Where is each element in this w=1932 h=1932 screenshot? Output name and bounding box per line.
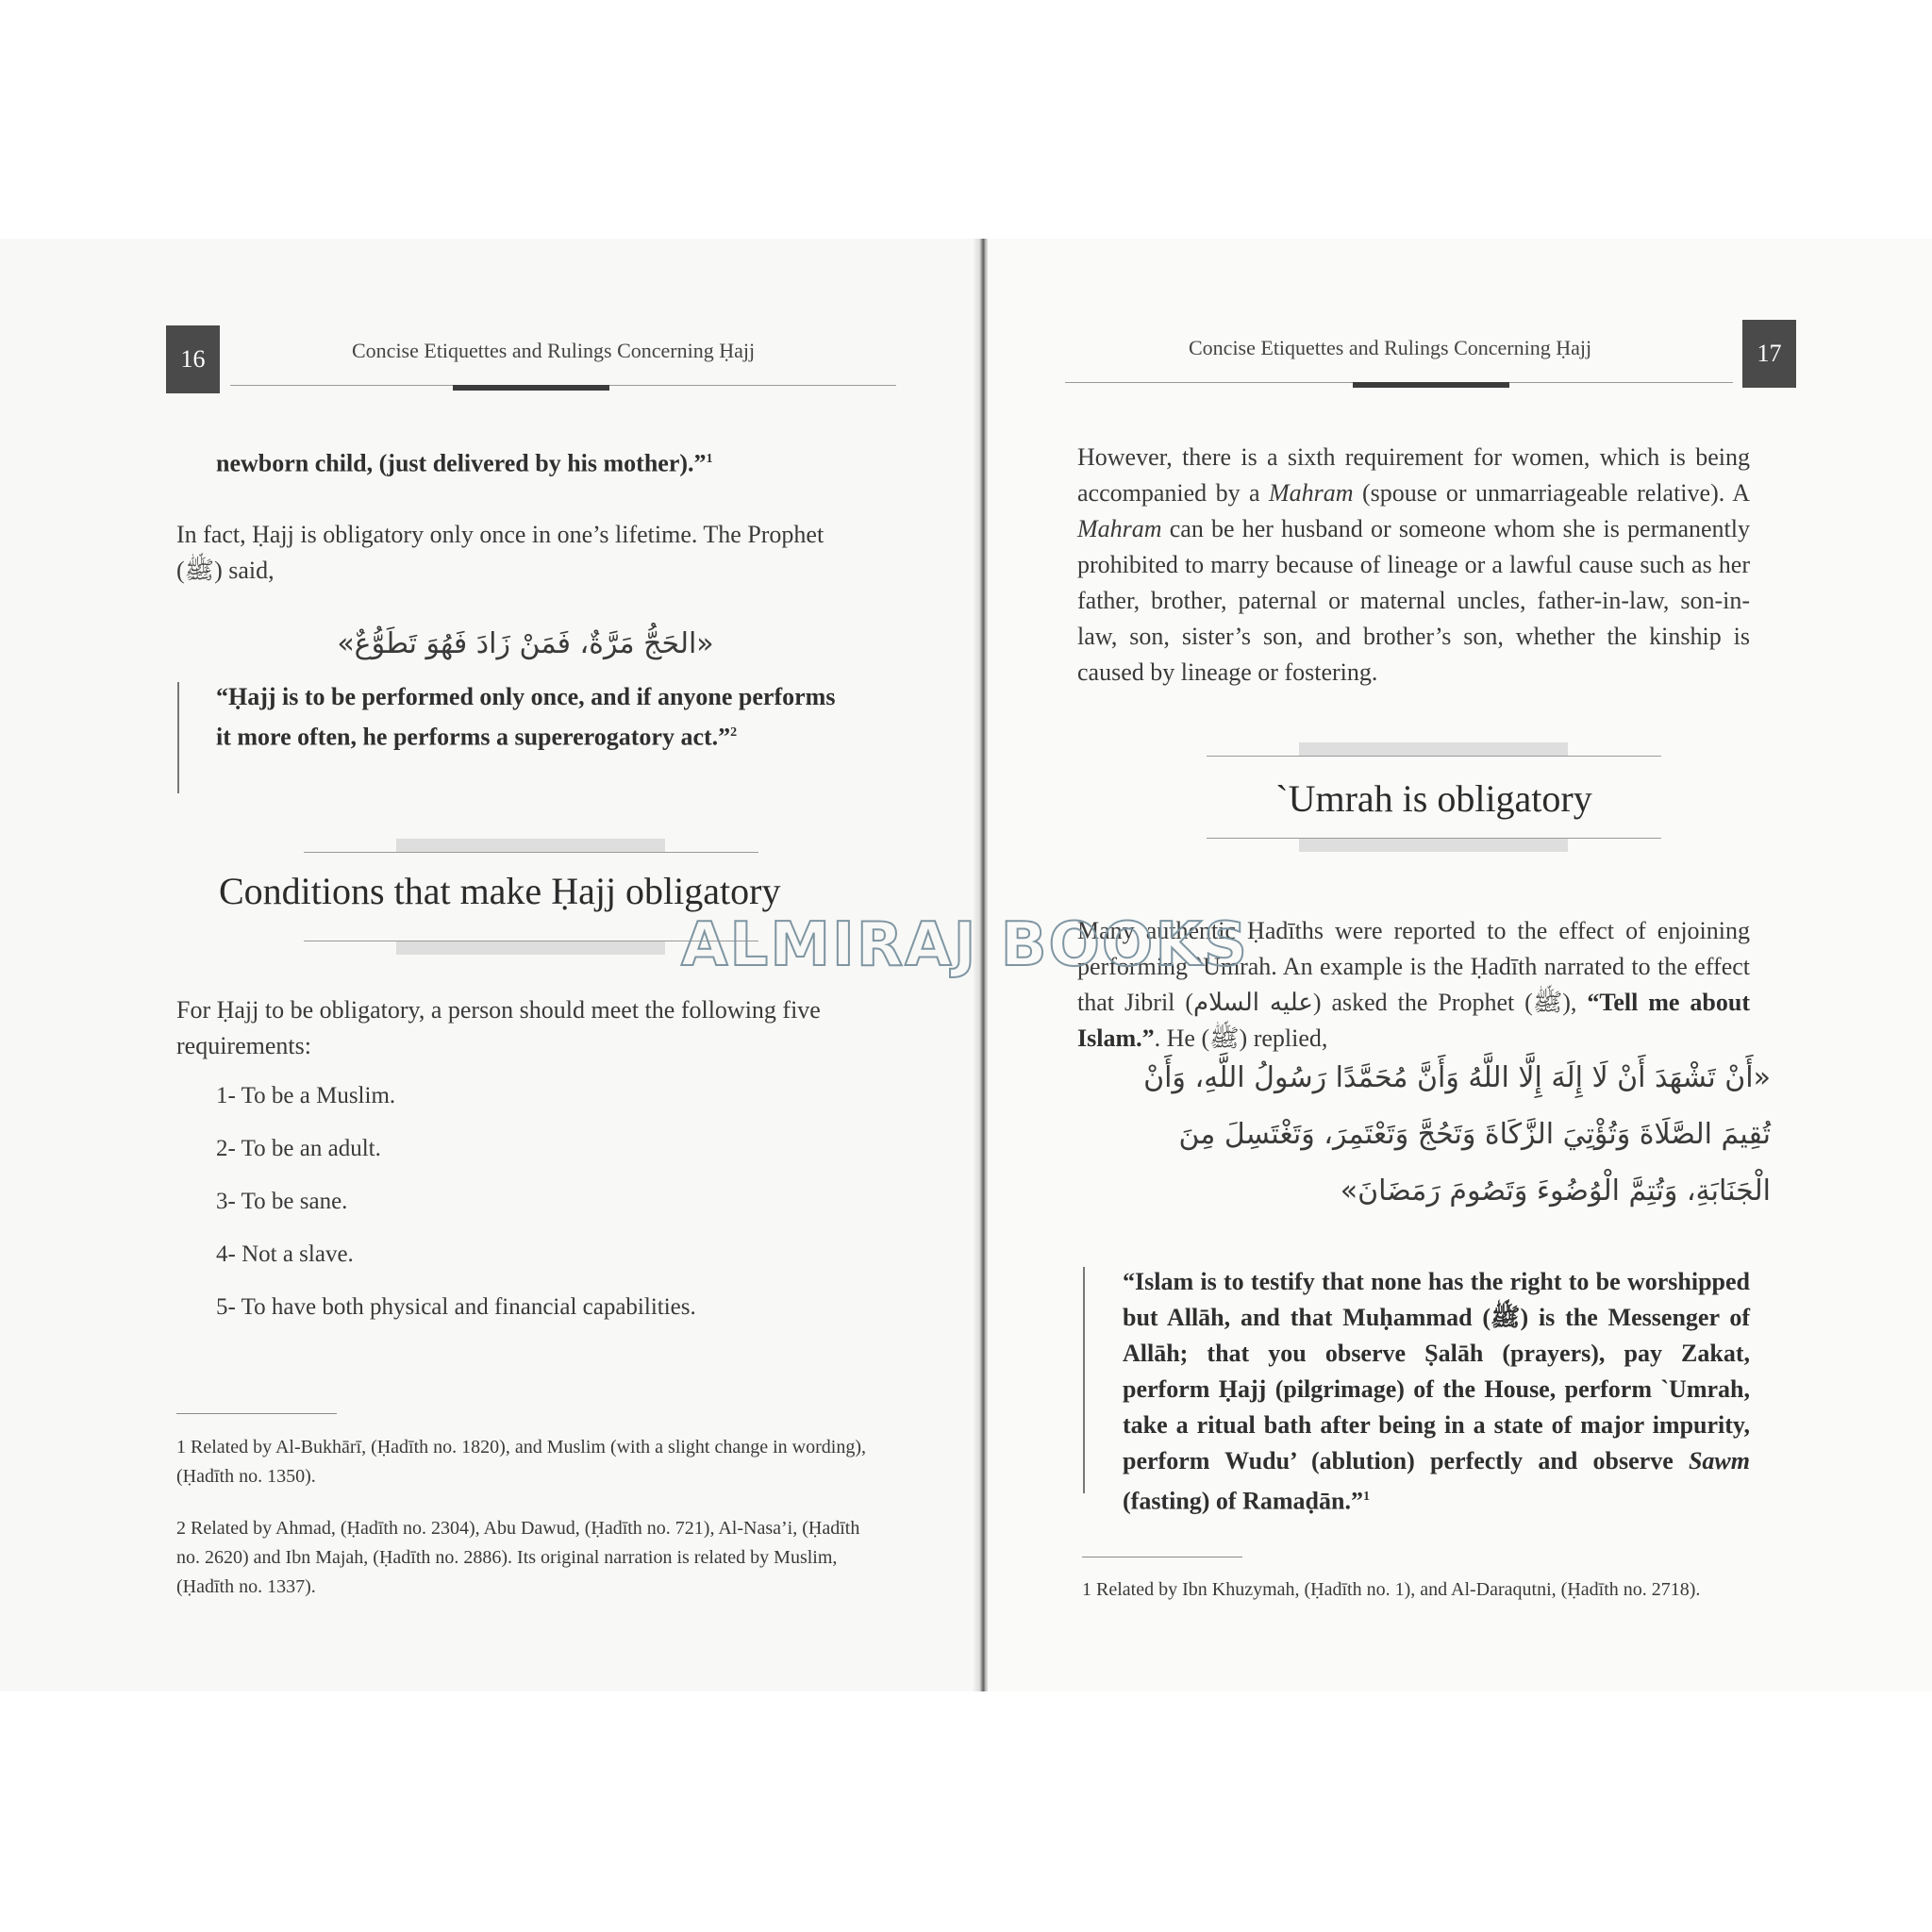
- page-number-left: 16: [166, 325, 220, 393]
- quote-hajj-once: “Ḥajj is to be performed only once, and if anyone performs it more often, he performs a supererogatory act.”$^2$: [216, 683, 836, 751]
- quote-bar-right: [1083, 1267, 1085, 1493]
- heading-conditions: Conditions that make Ḥajj obligatory: [219, 870, 781, 912]
- paragraph-umrah: Many authentic Ḥadīths were reported to the effect of enjoining performing `Umrah. An example is the Ḥadīth narrated to the effect that Jibril (عليه السلام) asked the Prophet (ﷺ), “Tell me about Islam.”. He (ﷺ) replied,: [1077, 917, 1750, 1052]
- honorific-prophet: (ﷺ): [1482, 1304, 1529, 1331]
- heading-shade-top-left: [396, 839, 665, 852]
- quote-islam: “Islam is to testify that none has the right to be worshipped but Allāh, and that Muḥammad (ﷺ) is the Messenger of Allāh; that you observe Ṣalāh (prayers), pay Zakat, perform Ḥajj (pilgrimage) of the House, perform `Umrah, take a ritual bath after being in a state of major impurity, perform Wudu’ (ablution) perfectly and observe Sawm (fasting) of Ramaḍān.”$^1$: [1123, 1268, 1750, 1515]
- running-head-right: Concise Etiquettes and Rulings Concerning Ḥajj: [1189, 336, 1592, 359]
- footnote-1-left: 1 Related by Al-Bukhārī, (Ḥadīth no. 1820), and Muslim (with a slight change in wording), (Ḥadīth no. 1350).: [176, 1437, 866, 1487]
- footnote-1-right: 1 Related by Ibn Khuzymah, (Ḥadīth no. 1), and Al-Daraqutni, (Ḥadīth no. 2718).: [1082, 1579, 1701, 1600]
- quote-bar-left: [177, 682, 179, 793]
- heading-shade-top-right: [1299, 742, 1568, 756]
- requirement-item: 4- Not a slave.: [216, 1241, 354, 1267]
- heading-shade-bottom-right: [1299, 839, 1568, 852]
- footnote-2-left: 2 Related by Ahmad, (Ḥadīth no. 2304), Abu Dawud, (Ḥadīth no. 721), Al-Nasa’i, (Ḥadīth no. 2620) and Ibn Majah, (Ḥadīth no. 2886). Its original narration is related by Muslim, (Ḥadīth no. 1337).: [176, 1518, 860, 1597]
- footnote-ref-2: 2: [730, 725, 738, 740]
- footnote-ref-1: 1: [1362, 1490, 1370, 1504]
- running-head-left: Concise Etiquettes and Rulings Concerning Ḥajj: [352, 339, 756, 362]
- header-bar-right: [1353, 382, 1509, 388]
- requirement-item: 3- To be sane.: [216, 1189, 348, 1214]
- term-mahram: Mahram: [1269, 479, 1354, 507]
- heading-umrah: `Umrah is obligatory: [1275, 777, 1592, 820]
- header-bar-left: [453, 385, 609, 391]
- requirements-intro: For Ḥajj to be obligatory, a person should meet the following five requirements:: [176, 996, 821, 1059]
- quote-continuation: newborn child, (just delivered by his mother).”$^1$: [216, 449, 713, 477]
- requirement-item: 1- To be a Muslim.: [216, 1083, 396, 1108]
- honorific-prophet: (ﷺ): [1524, 989, 1571, 1016]
- honorific-jibril: (عليه السلام): [1185, 989, 1322, 1016]
- term-mahram: Mahram: [1077, 515, 1162, 542]
- paragraph-mahram: However, there is a sixth requirement for women, which is being accompanied by a Mahram (spouse or unmarriageable relative). A Mahram can be her husband or someone whom she is permanently prohibited to marry because of lineage or a lawful cause such as her father, brother, paternal or maternal uncles, father-in-law, son-in-law, son, sister’s son, and brother’s son, whether the kinship is caused by lineage or fostering.: [1077, 443, 1751, 686]
- paragraph-hajj-once: In fact, Ḥajj is obligatory only once in one’s lifetime. The Prophet (ﷺ) said,: [176, 521, 824, 584]
- requirement-item: 2- To be an adult.: [216, 1136, 381, 1161]
- heading-rule-top-left: [304, 852, 758, 853]
- footnote-ref-1: 1: [706, 452, 713, 466]
- heading-shade-bottom-left: [396, 941, 665, 955]
- honorific-prophet: (ﷺ): [1201, 1024, 1248, 1052]
- arabic-hadith-2: «أَنْ تَشْهَدَ أَنْ لَا إِلَهَ إِلَّا اللَّهُ وَأَنَّ مُحَمَّدًا رَسُولُ اللَّهِ، وَأَنْ تُقِيمَ الصَّلَاةَ وَتُؤْتِيَ الزَّكَاةَ وَتَحُجَّ وَتَعْتَمِرَ، وَتَغْتَسِلَ مِنَ الْجَنَابَةِ، وَتُتِمَّ الْوُضُوءَ وَتَصُومَ رَمَضَانَ»: [1143, 1061, 1771, 1208]
- page-number-right: 17: [1742, 320, 1796, 388]
- arabic-hadith-1: «الحَجُّ مَرَّةٌ، فَمَنْ زَادَ فَهُوَ تَطَوُّعٌ»: [337, 627, 714, 660]
- heading-rule-top-right: [1207, 756, 1661, 757]
- watermark-almiraj-books: ALMIRAJ BOOKS: [681, 910, 1249, 980]
- footnote-rule-left: [176, 1413, 337, 1414]
- requirement-item: 5- To have both physical and financial capabilities.: [216, 1294, 696, 1320]
- honorific-prophet: (ﷺ): [176, 557, 223, 584]
